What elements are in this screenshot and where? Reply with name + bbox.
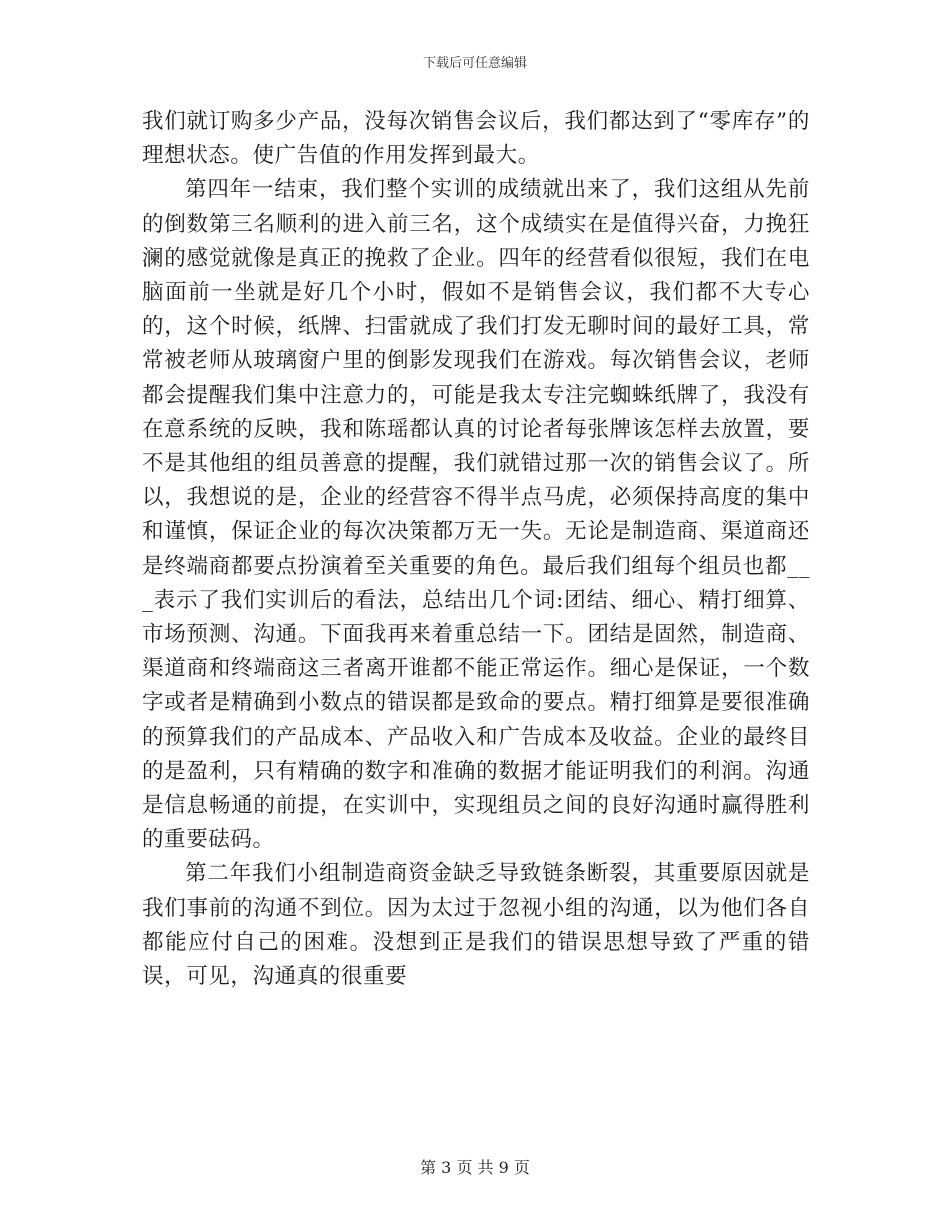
document-body <box>142 105 810 994</box>
paragraph-3: 第二年我们小组制造商资金缺乏导致链条断裂，其重要原因就是我们事前的沟通不到位。因为太过于忽视小组的沟通，以为他们各自都能应付自己的困难。没想到正是我们的错误思想导致了严重的错误，可见，沟通真的很重要 <box>142 861 810 990</box>
paragraph-2: 第四年一结束，我们整个实训的成绩就出来了，我们这组从先前的倒数第三名顺利的进入前三名，这个成绩实在是值得兴奋，力挽狂澜的感觉就像是真正的挽救了企业。四年的经营看似很短，我们在电脑面前一坐就是好几个小时，假如不是销售会议，我们都不大专心的，这个时候，纸牌、扫雷就成了我们打发无聊时间的最好工具，常常被老师从玻璃窗户里的倒影发现我们在游戏。每次销售会议，老师都会提醒我们集中注意力的，可能是我太专注完蜘蛛纸牌了，我没有在意系统的反映，我和陈瑶都认真的讨论者每张牌该怎样去放置，要不是其他组的组员善意的提醒，我们就错过那一次的销售会议了。所以，我想说的是，企业的经营容不得半点马虎，必须保持高度的集中和谨慎，保证企业的每次决策都万无一失。无论是制造商、渠道商还是终端商都要点扮演着至关重要的角色。最后我们组每个组员也都___表示了我们实训后的看法，总结出几个词:团结、细心、精打细算、市场预测、沟通。下面我再来着重总结一下。团结是固然，制造商、渠道商和终端商这三者离开谁都不能正常运作。细心是保证，一个数字或者是精确到小数点的错误都是致命的要点。精打细算是要很准确的预算我们的产品成本、产品收入和广告成本及收益。企业的最终目的是盈利，只有精确的数字和准确的数据才能证明我们的利润。沟通是信息畅通的前提，在实训中，实现组员之间的良好沟通时赢得胜利的重要砝码。 <box>142 177 810 853</box>
page-number: 第 3 页 共 9 页 <box>420 1158 530 1177</box>
paragraph-1: 我们就订购多少产品，没每次销售会议后，我们都达到了“零库存”的理想状态。使广告值的作用发挥到最大。 <box>142 109 810 169</box>
page-header: 下载后可任意编辑 <box>422 56 527 71</box>
